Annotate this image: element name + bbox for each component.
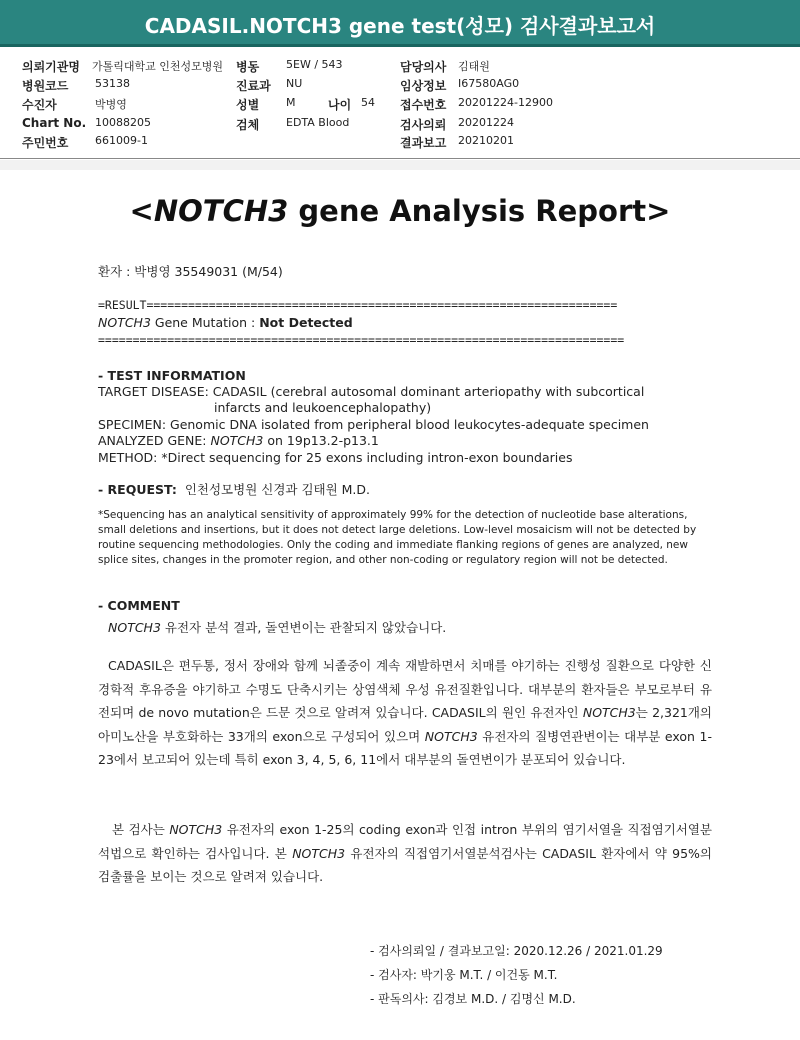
receipt-value: 20201224-12900 [458, 96, 553, 109]
ward-label: 병동 [236, 60, 260, 74]
chart-value: 10088205 [95, 116, 151, 129]
doctor-value: 김태원 [458, 60, 490, 73]
comment-line: NOTCH3 유전자 분석 결과, 돌연변이는 관찰되지 않았습니다. [108, 620, 447, 635]
clinical-value: I67580AG0 [458, 77, 520, 90]
specimen-value: EDTA Blood [286, 116, 350, 129]
result-top-rule: =RESULT==================================================================== [98, 298, 618, 312]
report-banner [0, 0, 800, 47]
sex-value: M [286, 96, 296, 109]
report-value: 20210201 [458, 134, 514, 147]
report-label: 결과보고 [400, 136, 447, 150]
request-label: 검사의뢰 [400, 118, 447, 132]
analyzed-line: ANALYZED GENE: NOTCH3 on 19p13.2-p13.1 [98, 433, 379, 448]
header-divider [0, 158, 800, 159]
patient-value: 박병영 [95, 98, 127, 111]
comment-heading: - COMMENT [98, 598, 180, 613]
specimen-label: 검체 [236, 118, 260, 132]
result-value: Not Detected [259, 315, 353, 330]
chart-label: Chart No. [22, 116, 87, 130]
age-value: 54 [361, 96, 375, 109]
test-info-heading: - TEST INFORMATION [98, 368, 246, 383]
target-line-1: TARGET DISEASE: CADASIL (cerebral autosomal dominant arteriopathy with subcortical [98, 384, 645, 399]
sex-label: 성별 [236, 98, 260, 112]
receipt-label: 접수번호 [400, 98, 447, 112]
clinical-label: 임상정보 [400, 79, 447, 93]
footer-pathologists: - 판독의사: 김경보 M.D. / 김명신 M.D. [370, 992, 576, 1006]
result-gene: NOTCH3 [98, 315, 151, 330]
report-title: <NOTCH3 gene Analysis Report> [129, 194, 671, 228]
request-line: - REQUEST: 인천성모병원 신경과 김태원 M.D. [98, 482, 371, 497]
title-gene: NOTCH3 [153, 194, 289, 228]
id-value: 661009-1 [95, 134, 148, 147]
inst-value: 가톨릭대학교 인천성모병원 [92, 60, 224, 73]
comment-paragraph-2: 본 검사는 NOTCH3 유전자의 exon 1-25의 coding exon과 인접 intron 부위의 염기서열을 직접염기서열분석법으로 확인하는 검사입니다. 본 NOTCH3 유전자의 직접염기서열분석검사는 CADASIL 환자에서 약 95%의 검출률을 보이는 것으로 알려져 있습니다. [98, 822, 712, 884]
footer-technicians: - 검사자: 박기웅 M.T. / 이건동 M.T. [370, 968, 558, 982]
code-value: 53138 [95, 77, 130, 90]
id-label: 주민번호 [22, 136, 69, 150]
section-separator [0, 160, 800, 170]
result-bottom-rule: ============================================================================ [98, 333, 625, 347]
code-label: 병원코드 [22, 79, 69, 93]
disclaimer: *Sequencing has an analytical sensitivity of approximately 99% for the detection of nucleotide base alterations, small deletions and insertions, but it does not detect large deletions. Low-level mosaicism will not be detected by routine sequencing methodologies. Only the coding and immediate flanking regions of genes are analyzed, new splice sites, changes in the promoter region, and other non-coding or regulatory region will not be detected. [98, 509, 697, 566]
method-line: METHOD: *Direct sequencing for 25 exons including intron-exon boundaries [98, 450, 573, 465]
report-page [0, 170, 800, 1040]
dept-label: 진료과 [236, 79, 271, 93]
footer-dates: - 검사의뢰일 / 결과보고일: 2020.12.26 / 2021.01.29 [370, 944, 663, 958]
doctor-label: 담당의사 [400, 60, 447, 74]
comment-paragraph-1: CADASIL은 편두통, 정서 장애와 함께 뇌졸중이 계속 재발하면서 치매를 야기하는 진행성 질환으로 다양한 신경학적 후유증을 야기하고 수명도 단축시키는 상염색체 우성 유전질환입니다. 대부분의 환자들은 부모로부터 유전되며 de novo mutation은 드문 것으로 알려져 있습니다. CADASIL의 원인 유전자인 NOTCH3는 2,321개의 아미노산을 부호화하는 33개의 exon으로 구성되어 있으며 NOTCH3 유전자의 질병연관변이는 대부분 exon 1-23에서 보고되어 있는데 특히 exon 3, 4, 5, 6, 11에서 대부분의 돌연변이가 분포되어 있습니다. [98, 658, 713, 767]
result-line: NOTCH3 Gene Mutation : Not Detected [98, 315, 353, 330]
banner-edge [0, 44, 800, 47]
request-value: 20201224 [458, 116, 514, 129]
ward-value: 5EW / 543 [286, 58, 343, 71]
target-line-2: infarcts and leukoencephalopathy) [214, 400, 432, 415]
patient-label: 수진자 [22, 98, 57, 112]
dept-value: NU [286, 77, 303, 90]
patient-line: 환자 : 박병영 35549031 (M/54) [98, 264, 283, 279]
specimen-line: SPECIMEN: Genomic DNA isolated from peripheral blood leukocytes-adequate specimen [98, 417, 649, 432]
inst-label: 의뢰기관명 [22, 60, 80, 74]
age-label: 나이 [328, 98, 352, 112]
banner-title: CADASIL.NOTCH3 gene test(성모) 검사결과보고서 [144, 14, 656, 38]
patient-header [0, 52, 800, 160]
